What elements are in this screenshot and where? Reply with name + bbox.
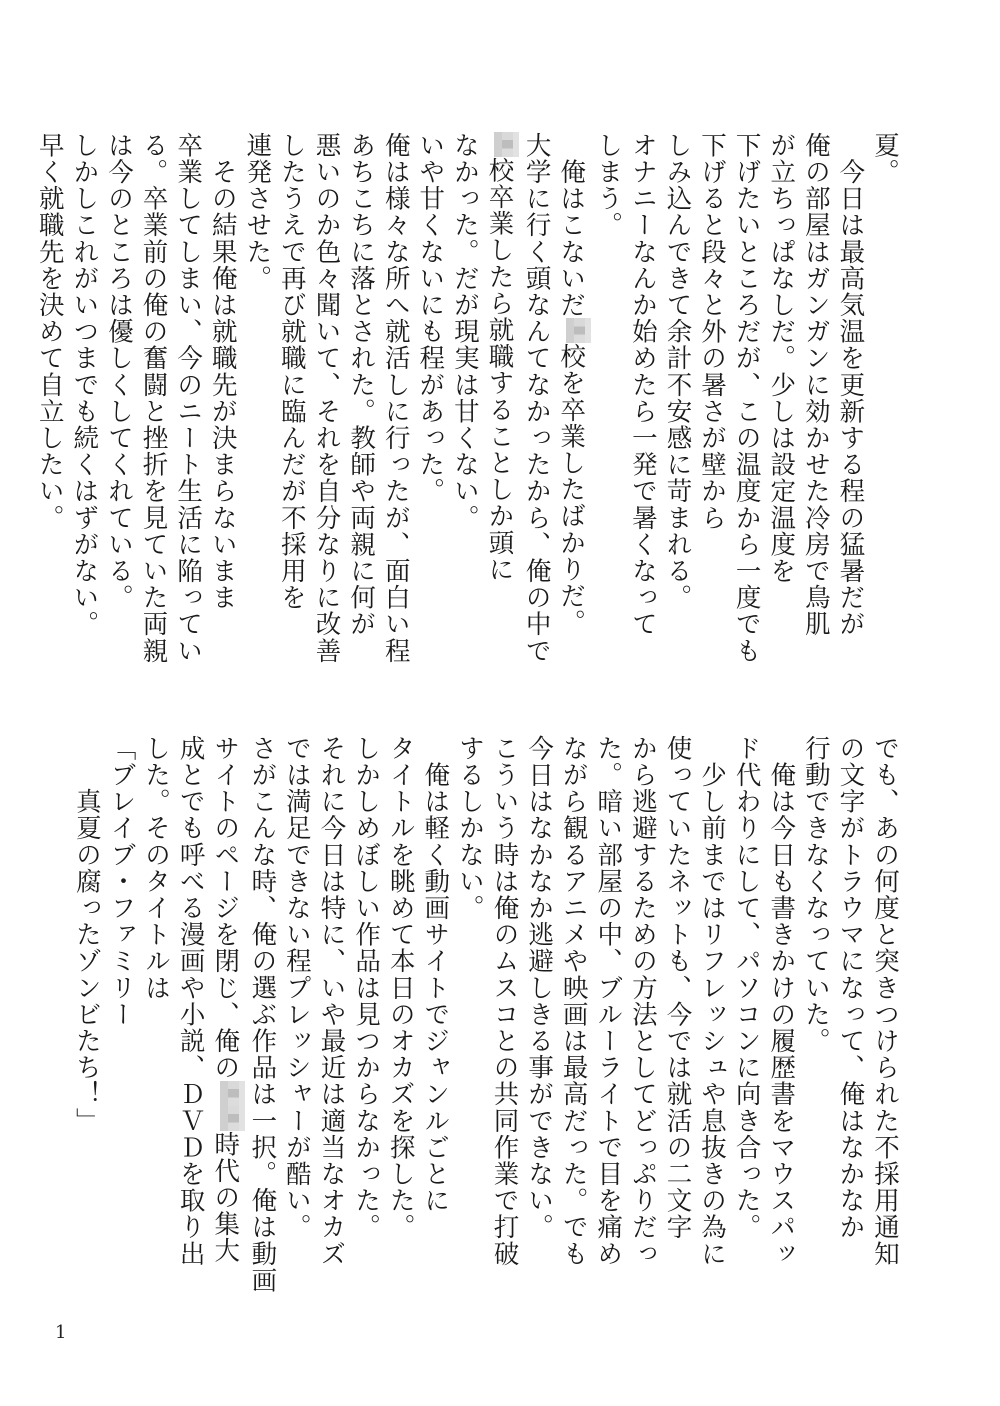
text-column: 俺の部屋はガンガンに効かせた冷房で鳥肌 <box>800 132 831 638</box>
text-block-top <box>32 132 902 672</box>
text-column: る。卒業前の俺の奮闘と挫折を見ていた両親 <box>138 132 169 664</box>
text-column: 「ブレイブ・ファミリー <box>106 735 137 1028</box>
text-column: さがこんな時、俺の選ぶ作品は一択。俺は動画 <box>247 735 278 1294</box>
redaction-mosaic <box>566 318 591 343</box>
text-column: の文字がトラウマになって、俺はなかなか <box>835 735 866 1241</box>
text-column: 夏。 <box>870 132 900 186</box>
text-column: 今日は最高気温を更新する程の猛暑だが <box>835 132 866 638</box>
text-column: タイトルを眺めて本日のオカズを探した。 <box>385 735 416 1241</box>
text-column: サイトのページを閉じ、俺の時代の集大 <box>208 735 245 1275</box>
text-column: は今のところは優しくしてくれている。 <box>103 132 134 611</box>
text-column: 真夏の腐ったゾンビたち！」 <box>71 735 102 1134</box>
text-column: 下げたいところだが、この温度から一度でも <box>731 132 762 664</box>
text-column: 俺は今日も書きかけの履歴書をマウスパッ <box>766 735 797 1267</box>
text-column: 大学に行く頭なんてなかったから、俺の中で <box>521 132 552 664</box>
text-column: 下げると段々と外の暑さが壁から <box>697 132 728 531</box>
text-column: 卒業してしまい、今のニート生活に陥ってい <box>173 132 204 664</box>
text-column: 連発させた。 <box>242 132 273 292</box>
text-column: しまう。 <box>593 132 624 239</box>
text-column: オナニーなんか始めたら一発で暑くなって <box>627 132 658 638</box>
text-column: から逃避するための方法としてどっぷりだっ <box>627 735 658 1267</box>
text-column: 少し前まではリフレッシュや息抜きの為に <box>697 735 728 1267</box>
text-column: 行動できなくなっていた。 <box>800 735 831 1055</box>
text-column: ド代わりにして、パソコンに向き合った。 <box>731 735 762 1241</box>
text-column: いや甘くないにも程があった。 <box>415 132 446 505</box>
page-number: 1 <box>55 1322 67 1343</box>
text-column: それに今日は特に、いや最近は適当なオカズ <box>316 735 347 1267</box>
text-column: あちこちに落とされた。教師や両親に何が <box>346 132 377 638</box>
text-column: 使っていたネットも、今では就活の二文字 <box>662 735 693 1241</box>
redaction-mosaic <box>220 1081 245 1106</box>
text-column: 俺は軽く動画サイトでジャンルごとに <box>420 735 451 1214</box>
text-column: したうえで再び就職に臨んだが不採用を <box>276 132 307 611</box>
text-column: 今日はなかなか逃避しきる事ができない。 <box>524 735 555 1241</box>
text-column: 悪いのか色々聞いて、それを自分なりに改善 <box>311 132 342 664</box>
text-column: では満足できない程プレッシャーが酷い。 <box>281 735 312 1241</box>
text-column: しかしこれがいつまでも続くはずがない。 <box>69 132 100 638</box>
text-block-bottom <box>69 735 902 1294</box>
text-column: その結果俺は就職先が決まらないまま <box>207 132 238 611</box>
text-column: なかった。だが現実は甘くない。 <box>449 132 480 531</box>
text-column: 俺はこないだ校を卒業したばかりだ。 <box>554 132 591 672</box>
redaction-mosaic <box>220 1106 245 1131</box>
text-column: 成とでも呼べる漫画や小説、ＤＶＤを取り出 <box>175 735 206 1267</box>
text-column: た。暗い部屋の中、ブルーライトで目を痛め <box>593 735 624 1267</box>
text-column: でも、あの何度と突きつけられた不採用通知 <box>870 735 900 1267</box>
text-column: した。そのタイトルは <box>141 735 172 1001</box>
text-column: ながら観るアニメや映画は最高だった。でも <box>558 735 589 1267</box>
text-column: が立ちっぱなしだ。少しは設定温度を <box>766 132 797 585</box>
redaction-mosaic <box>494 132 519 157</box>
text-column: 校卒業したら就職することしか頭に <box>482 132 519 672</box>
text-column: こういう時は俺のムスコとの共同作業で打破 <box>489 735 520 1267</box>
text-column: 早く就職先を決めて自立したい。 <box>34 132 65 531</box>
text-column: するしかない。 <box>454 735 485 922</box>
text-column: しかしめぼしい作品は見つからなかった。 <box>351 735 382 1241</box>
text-column: 俺は様々な所へ就活しに行ったが、面白い程 <box>380 132 411 664</box>
text-column: しみ込んできて余計不安感に苛まれる。 <box>662 132 693 611</box>
